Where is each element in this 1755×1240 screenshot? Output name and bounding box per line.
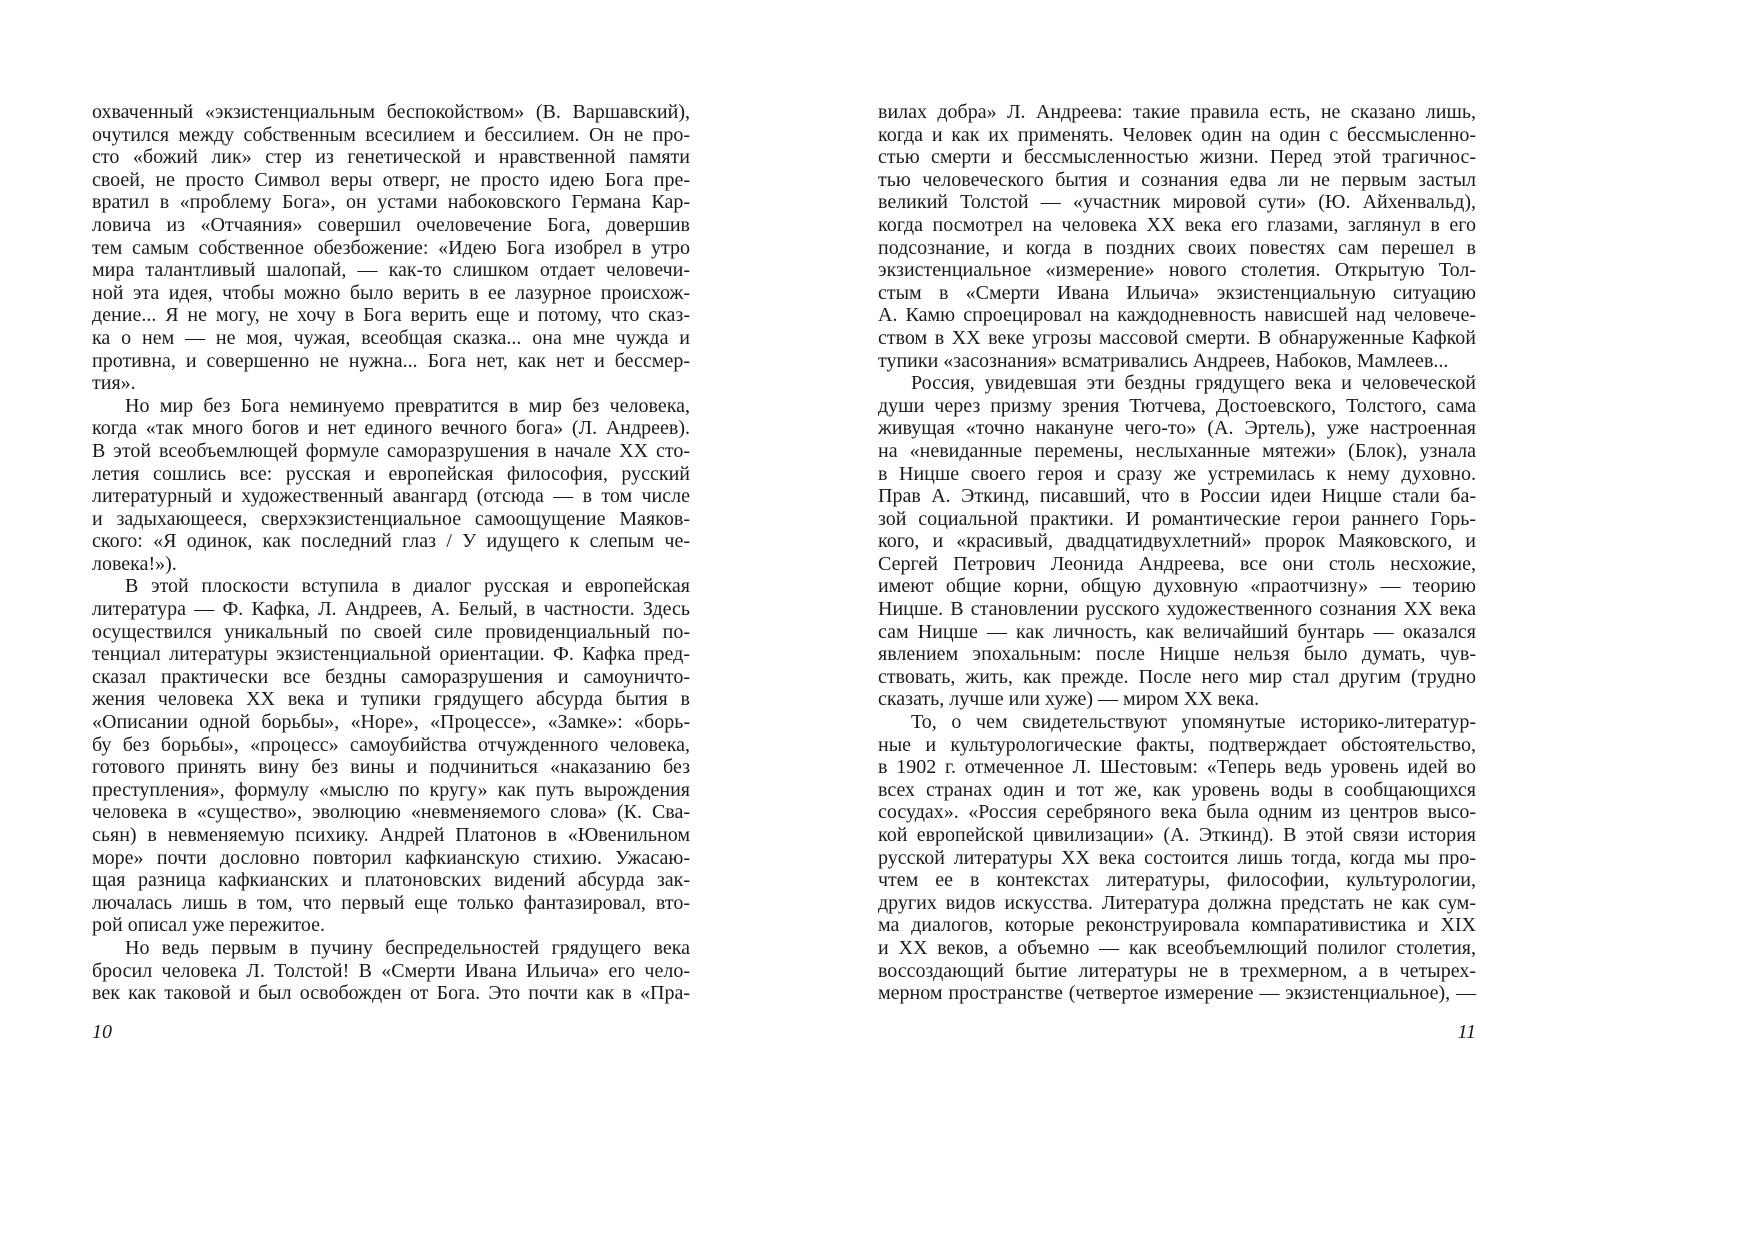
text-line: других видов искусства. Литература должна предстать не как сум- <box>878 891 1476 914</box>
text-line: сьян) в невменяемую психику. Андрей Платонов в «Ювенильном <box>92 824 690 846</box>
text-line: То, о чем свидетельствуют упомянутые историко-литератур- <box>911 711 1476 734</box>
page-number-left: 10 <box>92 1021 112 1043</box>
text-line: вратил в «проблему Бога», он устами набоковского Германа Кар- <box>92 191 690 214</box>
text-line: ством в XX веке угрозы массовой смерти. В обнаруженные Кафкой <box>878 326 1476 349</box>
text-line: ствовать, жить, как прежде. После него мир стал другим (трудно <box>878 665 1476 688</box>
text-line: подсознание, и когда в поздних своих повестях сам перешел в <box>878 236 1476 259</box>
text-line: явлением эпохальным: после Ницше нельзя было думать, чув- <box>878 643 1476 666</box>
text-line: бу без борьбы», «процесс» самоубийства отчужденного человека, <box>92 733 690 756</box>
text-line: кого, и «красивый, двадцатидвухлетний» пророк Маяковского, и <box>878 530 1476 553</box>
text-line: экзистенциальное «измерение» нового столетия. Открытую Тол- <box>878 259 1476 282</box>
text-line: Но мир без Бога неминуемо превратится в мир без человека, <box>125 394 690 417</box>
text-line: бросил человека Л. Толстой! В «Смерти Ивана Ильича» его чело- <box>92 959 690 982</box>
text-line: в 1902 г. отмеченное Л. Шестовым: «Теперь ведь уровень идей во <box>878 756 1476 779</box>
text-line: кой европейской цивилизации» (А. Эткинд). В этой связи история <box>878 824 1476 846</box>
text-line: и XX веков, а объемно — как всеобъемлющий полилог столетия, <box>878 936 1476 959</box>
text-line: ной эта идея, чтобы можно было верить в ее лазурное происхож- <box>92 281 690 304</box>
text-line: зой социальной практики. И романтические герои раннего Горь- <box>878 507 1476 530</box>
text-line: воссоздающий бытие литературы не в трехмерном, а в четырех- <box>878 959 1476 982</box>
text-line: Россия, увидевшая эти бездны грядущего века и человеческой <box>911 372 1476 395</box>
text-line: Но ведь первым в пучину беспредельностей грядущего века <box>125 936 690 959</box>
text-line: сказать, лучше или хуже) — миром XX века. <box>878 688 1260 711</box>
text-line: жения человека XX века и тупики грядущего абсурда бытия в <box>92 688 690 711</box>
text-line: ные и культурологические факты, подтверждает обстоятельство, <box>878 733 1476 756</box>
text-line: охваченный «экзистенциальным беспокойством» (В. Варшавский), <box>92 101 690 123</box>
text-line: ловича из «Отчаяния» совершил очеловечение Бога, довершив <box>92 213 690 236</box>
text-line: тупики «засознания» всматривались Андреев, Набоков, Мамлеев... <box>878 349 1449 372</box>
text-line: русской литературы XX века состоится лишь тогда, когда мы про- <box>878 846 1476 869</box>
text-line: преступления», формулу «мыслю по кругу» как путь вырождения <box>92 778 690 801</box>
left-page-text <box>92 101 690 1005</box>
text-line: море» почти дословно повторил кафкианскую стихию. Ужасаю- <box>92 846 690 869</box>
text-line: человека в «существо», эволюцию «невменяемого слова» (К. Сва- <box>92 801 690 824</box>
paragraph <box>878 372 1476 711</box>
page-number-right: 11 <box>1457 1021 1476 1043</box>
text-line: литературный и художественный авангард (отсюда — в том числе <box>92 485 690 508</box>
text-line: тем самым собственное обезбожение: «Идею Бога изобрел в утро <box>92 236 690 259</box>
text-line: противна, и совершенно не нужна... Бога нет, как нет и бессмер- <box>92 349 690 372</box>
text-line: В этой всеобъемлющей формуле саморазрушения в начале XX сто- <box>92 439 690 462</box>
paragraph <box>878 711 1476 1005</box>
text-line: «Описании одной борьбы», «Норе», «Процессе», «Замке»: «борь- <box>92 711 690 734</box>
text-line: чтем ее в контекстах литературы, философии, культурологии, <box>878 869 1476 892</box>
text-line: души через призму зрения Тютчева, Достоевского, Толстого, сама <box>878 394 1476 417</box>
text-line: лючалась лишь в том, что первый еще только фантазировал, вто- <box>92 891 690 914</box>
text-line: А. Камю спроецировал на каждодневность нависшей над человече- <box>878 304 1476 327</box>
text-line: мерном пространстве (четвертое измерение — экзистенциальное), — <box>878 982 1476 1005</box>
text-line: стым в «Смерти Ивана Ильича» экзистенциальную ситуацию <box>878 281 1476 304</box>
text-line: когда и как их применять. Человек один на один с бессмысленно- <box>878 123 1476 146</box>
text-line: рой описал уже пережитое. <box>92 914 326 937</box>
text-line: тью человеческого бытия и сознания едва ли не первым застыл <box>878 168 1476 191</box>
text-line: сам Ницше — как личность, как величайший бунтарь — оказался <box>878 620 1476 643</box>
text-line: летия сошлись все: русская и европейская философия, русский <box>92 462 690 485</box>
paragraph <box>878 101 1476 372</box>
text-line: ка о нем — не моя, чужая, всеобщая сказка... она мне чужда и <box>92 326 690 349</box>
text-line: сказал практически все бездны саморазрушения и самоуничто- <box>92 665 690 688</box>
text-line: вилах добра» Л. Андреева: такие правила есть, не сказано лишь, <box>878 101 1476 123</box>
paragraph <box>92 575 690 937</box>
text-line: стью смерти и бессмысленностью жизни. Перед этой трагичнос- <box>878 146 1476 169</box>
right-page-text <box>878 101 1476 1005</box>
text-line: великий Толстой — «участник мировой сути» (Ю. Айхенвальд), <box>878 191 1476 214</box>
text-line: на «невиданные перемены, неслыханные мятежи» (Блок), узнала <box>878 439 1476 462</box>
text-line: и задыхающееся, сверхэкзистенциальное самоощущение Маяков- <box>92 507 690 530</box>
text-line: Сергей Петрович Леонида Андреева, все они столь несхожие, <box>878 552 1476 575</box>
text-line: ского: «Я одинок, как последний глаз / У идущего к слепым че- <box>92 530 690 553</box>
text-line: тенциал литературы экзистенциальной ориентации. Ф. Кафка пред- <box>92 643 690 666</box>
text-line: осуществился уникальный по своей силе провиденциальный по- <box>92 620 690 643</box>
text-line: когда посмотрел на человека XX века его глазами, заглянул в его <box>878 213 1476 236</box>
paragraph <box>92 101 690 395</box>
text-line: щая разница кафкианских и платоновских видений абсурда зак- <box>92 869 690 892</box>
text-line: ловека!»). <box>92 552 177 575</box>
paragraph <box>92 937 690 1005</box>
text-line: очутился между собственным всесилием и бессилием. Он не про- <box>92 123 690 146</box>
text-line: сто «божий лик» стер из генетической и нравственной памяти <box>92 146 690 169</box>
paragraph <box>92 395 690 576</box>
text-line: дение... Я не могу, не хочу в Бога верить еще и потому, что сказ- <box>92 304 690 327</box>
text-line: в Ницше своего героя и сразу же устремилась к нему духовно. <box>878 462 1476 485</box>
text-line: мира талантливый шалопай, — как-то слишком отдает человечи- <box>92 259 690 282</box>
text-line: литература — Ф. Кафка, Л. Андреев, А. Белый, в частности. Здесь <box>92 598 690 621</box>
text-line: живущая «точно накануне чего-то» (А. Эртель), уже настроенная <box>878 417 1476 440</box>
text-line: В этой плоскости вступила в диалог русская и европейская <box>125 575 690 598</box>
text-line: Прав А. Эткинд, писавший, что в России идеи Ницше стали ба- <box>878 485 1476 508</box>
text-line: имеют общие корни, общую духовную «праотчизну» — теорию <box>878 575 1476 598</box>
text-line: всех странах один и тот же, как уровень воды в сообщающихся <box>878 778 1476 801</box>
text-line: когда «так много богов и нет единого вечного бога» (Л. Андреев). <box>92 417 690 440</box>
text-line: тия». <box>92 372 136 395</box>
text-line: век как таковой и был освобожден от Бога. Это почти как в «Пра- <box>92 982 690 1005</box>
text-line: готового принять вину без вины и подчиниться «наказанию без <box>92 756 690 779</box>
text-line: своей, не просто Символ веры отверг, не просто идею Бога пре- <box>92 168 690 191</box>
text-line: сосудах». «Россия серебряного века была одним из центров высо- <box>878 801 1476 824</box>
text-line: Ницше. В становлении русского художественного сознания XX века <box>878 598 1476 621</box>
text-line: ма диалогов, которые реконструировала компаративистика и XIX <box>878 914 1476 937</box>
